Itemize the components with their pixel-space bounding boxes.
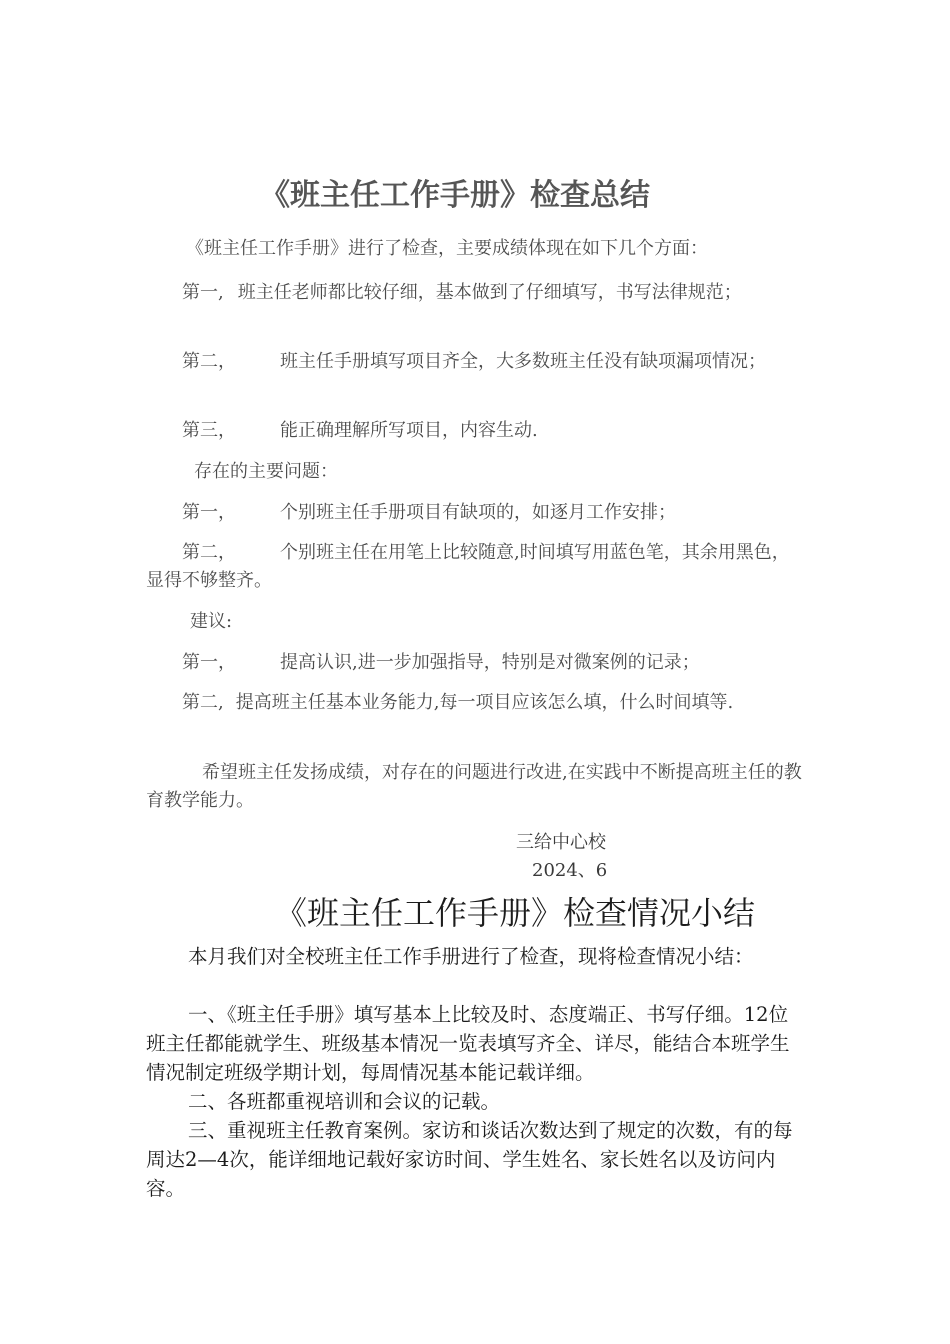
problems-heading: 存在的主要问题： — [194, 461, 338, 482]
suggestions-heading: 建议: — [190, 611, 233, 632]
item-text: 班主任老师都比较仔细，基本做到了仔细填写，书写法律规范； — [237, 282, 742, 303]
signature-date: 2024、6 — [532, 860, 608, 881]
achievement-item-2 — [146, 348, 806, 376]
item-number: 第二， — [182, 351, 236, 372]
closing-paragraph: 希望班主任发扬成绩，对存在的问题进行改进,在实践中不断提高班主任的教育教学能力。 — [146, 762, 802, 811]
item-number: 第二， — [182, 542, 236, 563]
item-text: 提高认识,进一步加强指导，特别是对微案例的记录； — [280, 652, 700, 673]
problem-item-1 — [146, 499, 806, 527]
summary-title: 《班主任工作手册》检查总结 — [260, 178, 650, 213]
item-text: 提高班主任基本业务能力,每一项目应该怎么填，什么时间填等. — [235, 692, 734, 713]
report-paragraph-1: 本月我们对全校班主任工作手册进行了检查，现将检查情况小结： — [188, 945, 754, 968]
report-title: 《班主任工作手册》检查情况小结 — [274, 894, 755, 932]
item-number: 第一， — [182, 652, 236, 673]
item-number: 第一， — [182, 502, 236, 523]
report-paragraph-2: 一、《班主任手册》填写基本上比较及时、态度端正、书写仔细。12位班主任都能就学生、班级基本情况一览表填写齐全、详尽，能结合本班学生情况制定班级学期计划，每周情况基本能记载详细。 — [146, 1003, 790, 1084]
item-number: 第一, — [182, 282, 224, 303]
report-paragraph-3: 二、各班都重视培训和会议的记载。 — [188, 1090, 501, 1113]
achievement-item-3 — [146, 417, 806, 445]
achievement-item-1 — [146, 279, 806, 307]
suggestion-item-1 — [146, 649, 806, 677]
report-paragraph-4: 三、重视班主任教育案例。家访和谈话次数达到了规定的次数，有的每周达2—4次，能详细地记载好家访时间、学生姓名、家长姓名以及访问内容。 — [146, 1119, 793, 1200]
item-text: 个别班主任在用笔上比较随意,时间填写用蓝色笔，其余用黑色，显得不够整齐。 — [146, 542, 790, 591]
suggestion-item-2 — [146, 689, 806, 717]
summary-intro: 《班主任工作手册》进行了检查，主要成绩体现在如下几个方面： — [186, 238, 708, 259]
item-number: 第二, — [182, 692, 224, 713]
problem-item-2 — [146, 539, 806, 595]
item-number: 第三， — [182, 420, 236, 441]
signature: 三给中心校 — [516, 832, 606, 853]
item-text: 能正确理解所写项目，内容生动. — [280, 420, 538, 441]
item-text: 个别班主任手册项目有缺项的，如逐月工作安排； — [280, 502, 676, 523]
item-text: 班主任手册填写项目齐全，大多数班主任没有缺项漏项情况； — [280, 351, 766, 372]
